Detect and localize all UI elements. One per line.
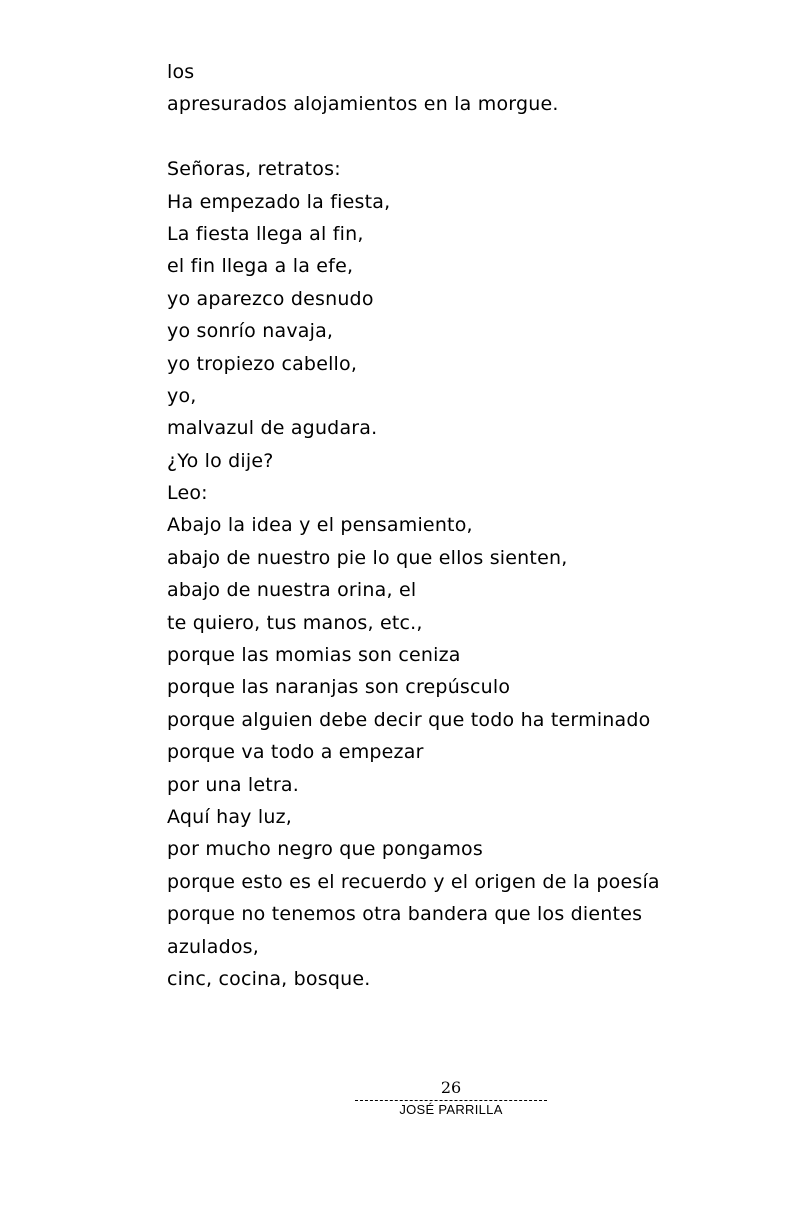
poem-line: abajo de nuestra orina, el bbox=[167, 579, 417, 602]
poem-line: apresurados alojamientos en la morgue. bbox=[167, 93, 559, 116]
poem-line: yo tropiezo cabello, bbox=[167, 352, 358, 375]
poem-line: Leo: bbox=[167, 482, 208, 505]
poem-line: el fin llega a la efe, bbox=[167, 255, 354, 278]
poem-line: azulados, bbox=[167, 935, 260, 958]
poem-line: Señoras, retratos: bbox=[167, 158, 341, 181]
footer-divider bbox=[355, 1100, 547, 1101]
poem-line: abajo de nuestro pie lo que ellos sienten, bbox=[167, 546, 568, 569]
poem-line: porque va todo a empezar bbox=[167, 741, 424, 764]
poem-line: porque no tenemos otra bandera que los dientes bbox=[167, 903, 643, 926]
poem-line: te quiero, tus manos, etc., bbox=[167, 611, 423, 634]
poem-line: Ha empezado la fiesta, bbox=[167, 190, 391, 213]
page-footer bbox=[355, 1078, 547, 1118]
poem-line: yo, bbox=[167, 384, 197, 407]
poem-line: malvazul de agudara. bbox=[167, 417, 378, 440]
poem-text bbox=[167, 56, 767, 995]
poem-line: La fiesta llega al fin, bbox=[167, 222, 364, 245]
stanza-break bbox=[167, 121, 767, 153]
poem-line: por una letra. bbox=[167, 773, 300, 796]
poem-line: yo aparezco desnudo bbox=[167, 287, 374, 310]
poem-line: porque las momias son ceniza bbox=[167, 644, 461, 667]
poem-line: por mucho negro que pongamos bbox=[167, 838, 483, 861]
author-name: JOSÉ PARRILLA bbox=[399, 1102, 503, 1117]
poem-line: porque esto es el recuerdo y el origen de la poesía bbox=[167, 870, 660, 893]
page-number: 26 bbox=[440, 1078, 462, 1097]
poem-line: porque alguien debe decir que todo ha terminado bbox=[167, 708, 651, 731]
poem-line: ¿Yo lo dije? bbox=[167, 449, 274, 472]
poem-line: los bbox=[167, 61, 195, 83]
poem-line: Aquí hay luz, bbox=[167, 805, 292, 828]
poem-line: yo sonrío navaja, bbox=[167, 320, 334, 343]
poem-line: porque las naranjas son crepúsculo bbox=[167, 676, 511, 699]
poem-line: cinc, cocina, bosque. bbox=[167, 967, 371, 990]
poem-line: Abajo la idea y el pensamiento, bbox=[167, 514, 473, 537]
